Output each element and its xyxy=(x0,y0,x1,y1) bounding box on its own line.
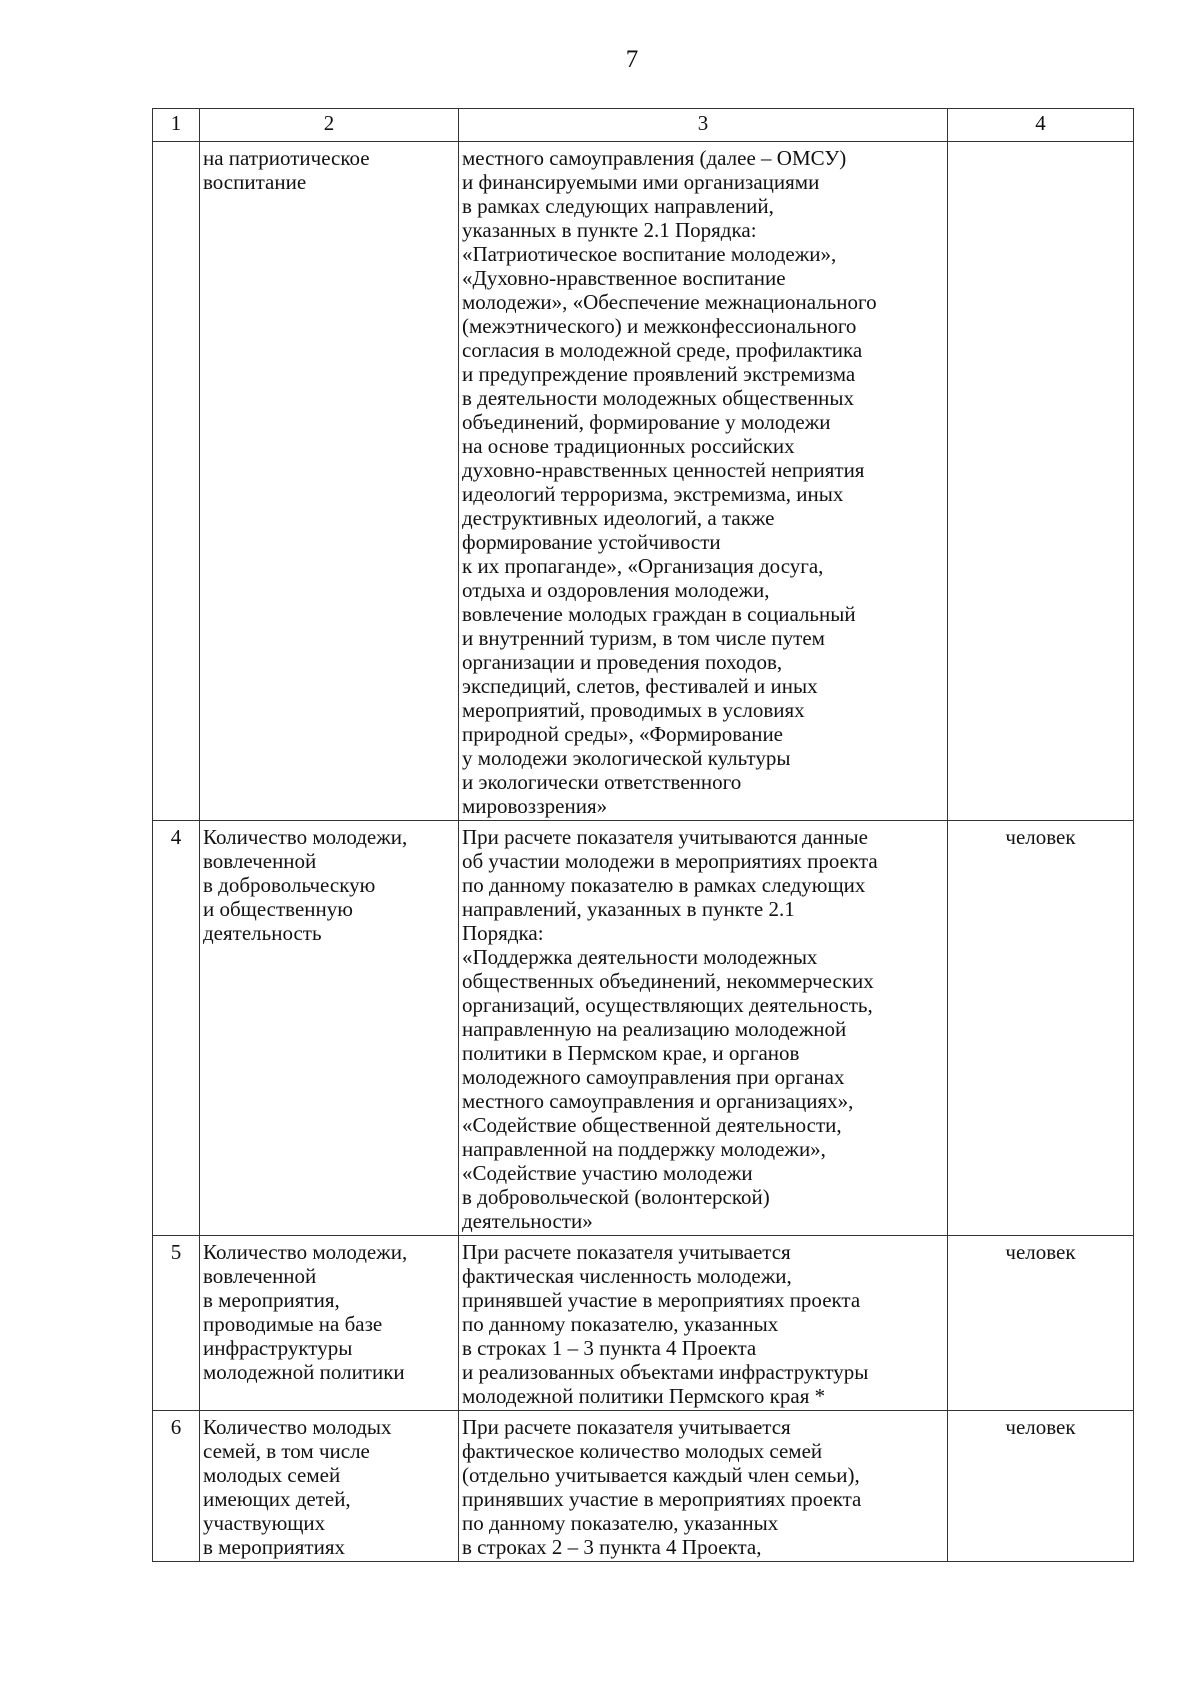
indicator-name-line: семей, в том числе xyxy=(203,1439,370,1463)
indicator-description-line: вовлечение молодых граждан в социальный xyxy=(462,602,856,626)
indicator-description-line: по данному показателю, указанных xyxy=(462,1511,779,1535)
indicator-name-line: в мероприятия, xyxy=(203,1288,340,1312)
indicator-description-line: формирование устойчивости xyxy=(462,530,721,554)
indicator-description-line: экспедиций, слетов, фестивалей и иных xyxy=(462,674,818,698)
column-header: 2 xyxy=(200,109,459,142)
indicator-description-line: мировоззрения» xyxy=(462,794,608,818)
indicator-description-line: «Духовно-нравственное воспитание xyxy=(462,266,786,290)
indicator-name-line: молодых семей xyxy=(203,1463,341,1487)
indicator-description-line: у молодежи экологической культуры xyxy=(462,746,791,770)
indicator-name-line: инфраструктуры xyxy=(203,1336,353,1360)
row-number: 6 xyxy=(153,1411,200,1562)
table-row xyxy=(153,1236,1134,1411)
indicator-description-line: (межэтнического) и межконфессионального xyxy=(462,314,857,338)
indicator-description-line: духовно-нравственных ценностей неприятия xyxy=(462,458,865,482)
indicator-description-line: «Поддержка деятельности молодежных xyxy=(462,945,818,969)
indicator-description-line: фактическая численность молодежи, xyxy=(462,1264,792,1288)
indicator-description-line: принявшей участие в мероприятиях проекта xyxy=(462,1288,861,1312)
indicator-name-line: участвующих xyxy=(203,1511,326,1535)
indicator-description-line: деструктивных идеологий, а также xyxy=(462,506,775,530)
indicator-description-line: по данному показателю в рамках следующих xyxy=(462,873,866,897)
indicator-name-line: в добровольческую xyxy=(203,873,376,897)
indicator-description-line: молодежи», «Обеспечение межнационального xyxy=(462,290,877,314)
unit-of-measure: человек xyxy=(948,1411,1134,1562)
indicator-description-line: идеологий терроризма, экстремизма, иных xyxy=(462,482,844,506)
indicator-description-line: (отдельно учитывается каждый член семьи), xyxy=(462,1463,860,1487)
indicator-name-line: на патриотическое xyxy=(203,146,370,170)
indicator-name-line: Количество молодых xyxy=(203,1415,392,1439)
indicator-description-line: политики в Пермском крае, и органов xyxy=(462,1041,800,1065)
row-number: 5 xyxy=(153,1236,200,1411)
indicator-description-line: «Содействие общественной деятельности, xyxy=(462,1113,842,1137)
table-header-row xyxy=(153,109,1134,142)
indicator-name-line: в мероприятиях xyxy=(203,1535,345,1559)
indicator-description-line: природной среды», «Формирование xyxy=(462,722,783,746)
indicator-name-line: и общественную xyxy=(203,897,353,921)
indicator-description-line: деятельности» xyxy=(462,1209,593,1233)
indicator-description-line: При расчете показателя учитывается xyxy=(462,1240,791,1264)
indicator-description-line: и экологически ответственного xyxy=(462,770,742,794)
table-row xyxy=(153,821,1134,1236)
indicator-description-line: направлений, указанных в пункте 2.1 xyxy=(462,897,795,921)
indicator-name-line: Количество молодежи, xyxy=(203,1240,408,1264)
indicator-description-line: в строках 2 – 3 пункта 4 Проекта, xyxy=(462,1535,762,1559)
indicator-description-line: и внутренний туризм, в том числе путем xyxy=(462,626,825,650)
indicator-description-line: в строках 1 – 3 пункта 4 Проекта xyxy=(462,1336,757,1360)
indicator-description-line: организации и проведения походов, xyxy=(462,650,783,674)
unit-of-measure xyxy=(948,142,1134,821)
indicator-description-line: молодежного самоуправления при органах xyxy=(462,1065,845,1089)
indicator-description-line: принявших участие в мероприятиях проекта xyxy=(462,1487,862,1511)
unit-of-measure: человек xyxy=(948,1236,1134,1411)
indicator-name-line: воспитание xyxy=(203,170,307,194)
indicator-description-line: в рамках следующих направлений, xyxy=(462,194,774,218)
indicator-description xyxy=(459,1411,948,1562)
page-number: 7 xyxy=(625,46,639,73)
indicator-name xyxy=(200,1411,459,1562)
unit-of-measure: человек xyxy=(948,821,1134,1236)
indicator-description-line: указанных в пункте 2.1 Порядка: xyxy=(462,218,757,242)
indicator-description-line: «Содействие участию молодежи xyxy=(462,1161,753,1185)
indicator-name-line: молодежной политики xyxy=(203,1360,405,1384)
indicator-description-line: к их пропаганде», «Организация досуга, xyxy=(462,554,824,578)
indicator-description-line: мероприятий, проводимых в условиях xyxy=(462,698,805,722)
indicator-name-line: проводимые на базе xyxy=(203,1312,383,1336)
indicator-name-line: деятельность xyxy=(203,921,322,945)
indicator-description xyxy=(459,142,948,821)
indicator-description-line: на основе традиционных российских xyxy=(462,434,795,458)
indicator-description-line: местного самоуправления и организациях», xyxy=(462,1089,854,1113)
indicator-description-line: молодежной политики Пермского края * xyxy=(462,1384,826,1408)
indicator-description-line: Порядка: xyxy=(462,921,544,945)
indicator-description xyxy=(459,1236,948,1411)
indicator-description-line: в деятельности молодежных общественных xyxy=(462,386,855,410)
indicator-name xyxy=(200,142,459,821)
indicator-description-line: в добровольческой (волонтерской) xyxy=(462,1185,770,1209)
indicator-description-line: объединений, формирование у молодежи xyxy=(462,410,831,434)
row-number xyxy=(153,142,200,821)
indicator-description-line: При расчете показателя учитываются данные xyxy=(462,825,868,849)
column-header: 1 xyxy=(153,109,200,142)
indicator-description-line: организаций, осуществляющих деятельность, xyxy=(462,993,873,1017)
indicator-name-line: вовлеченной xyxy=(203,1264,317,1288)
indicator-description-line: местного самоуправления (далее – ОМСУ) xyxy=(462,146,847,170)
indicator-description-line: направленной на поддержку молодежи», xyxy=(462,1137,826,1161)
indicator-description-line: и финансируемыми ими организациями xyxy=(462,170,820,194)
column-header: 3 xyxy=(459,109,948,142)
column-header: 4 xyxy=(948,109,1134,142)
indicator-description-line: общественных объединений, некоммерческих xyxy=(462,969,874,993)
indicator-name xyxy=(200,821,459,1236)
indicator-name-line: имеющих детей, xyxy=(203,1487,351,1511)
indicator-description-line: по данному показателю, указанных xyxy=(462,1312,779,1336)
indicator-description-line: и предупреждение проявлений экстремизма xyxy=(462,362,856,386)
indicator-description-line: об участии молодежи в мероприятиях проекта xyxy=(462,849,878,873)
indicator-description-line: фактическое количество молодых семей xyxy=(462,1439,823,1463)
indicators-table xyxy=(152,108,1134,1562)
indicator-name-line: вовлеченной xyxy=(203,849,317,873)
indicator-name-line: Количество молодежи, xyxy=(203,825,408,849)
indicator-description-line: направленную на реализацию молодежной xyxy=(462,1017,847,1041)
table-row xyxy=(153,1411,1134,1562)
indicator-description-line: согласия в молодежной среде, профилактика xyxy=(462,338,863,362)
table-row xyxy=(153,142,1134,821)
indicator-description-line: При расчете показателя учитывается xyxy=(462,1415,791,1439)
indicator-description-line: «Патриотическое воспитание молодежи», xyxy=(462,242,837,266)
indicator-name xyxy=(200,1236,459,1411)
indicator-description-line: отдыха и оздоровления молодежи, xyxy=(462,578,770,602)
row-number: 4 xyxy=(153,821,200,1236)
indicator-description xyxy=(459,821,948,1236)
indicator-description-line: и реализованных объектами инфраструктуры xyxy=(462,1360,869,1384)
